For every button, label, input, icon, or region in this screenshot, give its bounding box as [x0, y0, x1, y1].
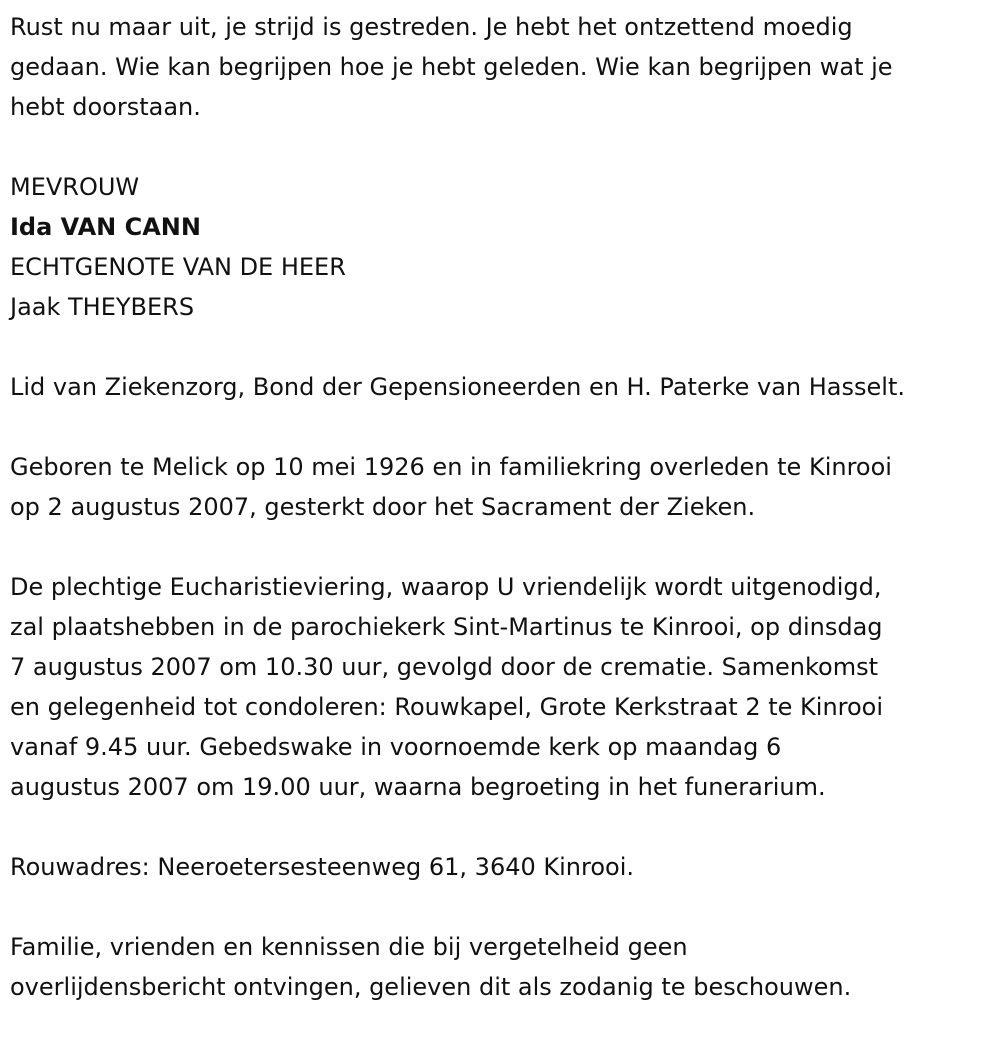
- intro-paragraph: Rust nu maar uit, je strijd is gestreden. Je hebt het ontzettend moedig gedaan. Wie kan begrijpen hoe je hebt geleden. Wie kan begrijpen wat je hebt doorstaan.: [10, 13, 893, 121]
- deceased-name: Ida VAN CANN: [10, 213, 201, 241]
- honorific: MEVROUW: [10, 173, 140, 201]
- spacer: [10, 807, 990, 847]
- spouse-name: Jaak THEYBERS: [10, 293, 195, 321]
- address-paragraph: Rouwadres: Neeroetersesteenweg 61, 3640 Kinrooi.: [10, 853, 635, 881]
- relation-line: ECHTGENOTE VAN DE HEER: [10, 253, 346, 281]
- spacer: [10, 327, 990, 367]
- closing-paragraph: Familie, vrienden en kennissen die bij vergetelheid geen overlijdensbericht ontvingen, gelieven dit als zodanig te beschouwen.: [10, 933, 852, 1001]
- birth-death-paragraph: Geboren te Melick op 10 mei 1926 en in familiekring overleden te Kinrooi op 2 augustus 2007, gesterkt door het Sacrament der Zieken.: [10, 453, 892, 521]
- spacer: [10, 887, 990, 927]
- spacer: [10, 527, 990, 567]
- spacer: [10, 127, 990, 167]
- ceremony-paragraph: De plechtige Eucharistieviering, waarop U vriendelijk wordt uitgenodigd, zal plaatshebben in de parochiekerk Sint-Martinus te Kinrooi, op dinsdag 7 augustus 2007 om 10.30 uur, gevolgd door de crematie. Samenkomst en gelegenheid tot condoleren: Rouwkapel, Grote Kerkstraat 2 te Kinrooi vanaf 9.45 uur. Gebedswake in voornoemde kerk op maandag 6 augustus 2007 om 19.00 uur, waarna begroeting in het funerarium.: [10, 573, 884, 801]
- membership-paragraph: Lid van Ziekenzorg, Bond der Gepensioneerden en H. Paterke van Hasselt.: [10, 373, 905, 401]
- spacer: [10, 407, 990, 447]
